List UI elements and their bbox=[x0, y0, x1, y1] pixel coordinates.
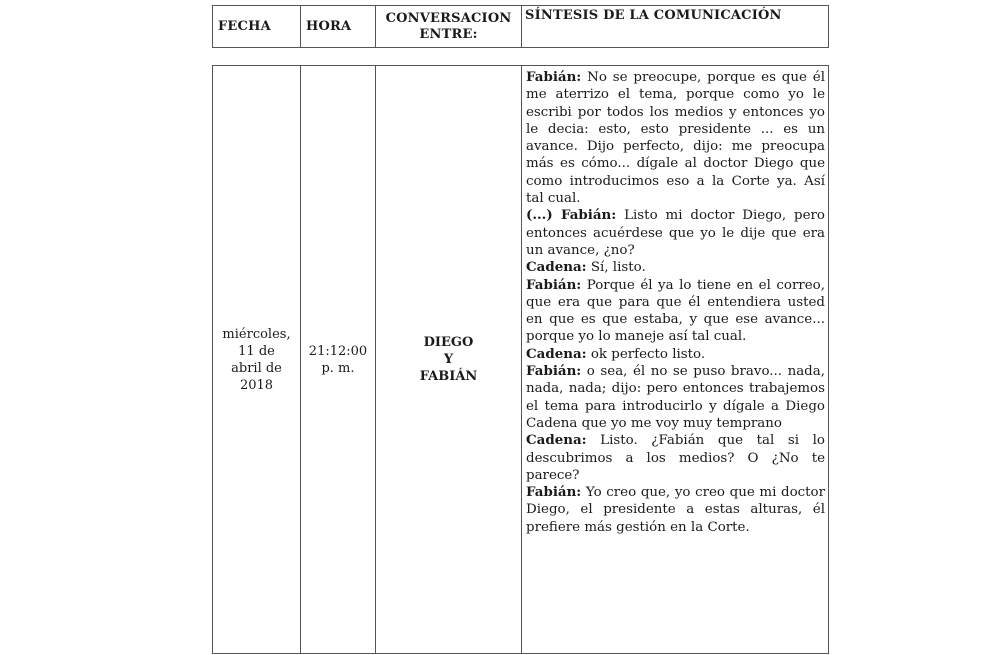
participant-connector: Y bbox=[443, 352, 454, 367]
header-sintesis: SÍNTESIS DE LA COMUNICACIÓN bbox=[522, 6, 829, 48]
turn-text: Yo creo que, yo creo que mi doctor Diego, el presidente a estas alturas, él prefiere más gestión en la Corte. bbox=[526, 485, 825, 535]
fecha-line: 2018 bbox=[239, 377, 274, 393]
speaker-name: Fabián: bbox=[526, 276, 582, 293]
dialogue-turn bbox=[526, 277, 825, 346]
table-row bbox=[213, 66, 829, 654]
header-conversacion-line2: ENTRE: bbox=[419, 26, 478, 42]
conversacion-cell bbox=[376, 66, 522, 654]
dialogue-turn bbox=[526, 346, 825, 363]
fecha-line: miércoles, bbox=[222, 326, 291, 342]
hora-line: 21:12:00 bbox=[308, 343, 368, 359]
turn-text: Sí, listo. bbox=[586, 260, 646, 276]
dialogue-turn bbox=[526, 363, 825, 432]
fecha-cell bbox=[213, 66, 301, 654]
speaker-name: Fabián: bbox=[526, 69, 582, 85]
hora-line: p. m. bbox=[321, 360, 355, 376]
fecha-line: 11 de bbox=[238, 343, 275, 359]
turn-text: ok perfecto listo. bbox=[586, 346, 706, 362]
turn-text: No se preocupe, porque es que él me aterrizo el tema, porque como yo le escribi por todos los medios y entonces yo le decia: esto, esto presidente ... es un avance. Dijo perfecto, dijo: me preocupa más es cómo... dígale al doctor Diego que como introducimos eso a la Corte ya. Así tal cual. bbox=[526, 70, 825, 207]
turn-text: o sea, él no se puso bravo... nada, nada, nada; dijo: pero entonces trabajemos el tema para introducirlo y dígale a Diego Cadena que yo me voy muy temprano bbox=[526, 364, 825, 431]
speaker-name: Fabián: bbox=[560, 207, 617, 224]
sintesis-cell bbox=[522, 66, 829, 654]
turn-text: Listo mi doctor Diego, pero entonces acuérdese que yo le dije que era un avance, ¿no? bbox=[526, 208, 825, 258]
header-conversacion-line1: CONVERSACION bbox=[385, 10, 512, 26]
header-conversacion bbox=[376, 6, 522, 48]
turn-text: Listo. ¿Fabián que tal si lo descubrimos a los medios? O ¿No te parece? bbox=[526, 433, 825, 483]
dialogue-turn bbox=[526, 484, 825, 536]
header-fecha: FECHA bbox=[213, 6, 301, 48]
turn-prefix: (...) bbox=[526, 207, 561, 224]
fecha-line: abril de bbox=[231, 360, 282, 376]
dialogue-turn bbox=[526, 207, 825, 259]
speaker-name: Cadena: bbox=[526, 259, 587, 276]
hora-cell bbox=[301, 66, 376, 654]
turn-text: Porque él ya lo tiene en el correo, que era que para que él entendiera usted en que es que estaba, y que ese avance... porque yo lo maneje así tal cual. bbox=[526, 277, 825, 345]
header-hora: HORA bbox=[301, 6, 376, 48]
transcript-header-table bbox=[212, 5, 829, 48]
speaker-name: Fabián: bbox=[526, 363, 582, 380]
header-row bbox=[213, 6, 829, 48]
transcript-body-table bbox=[212, 65, 829, 654]
speaker-name: Fabián: bbox=[526, 484, 582, 501]
dialogue-turn bbox=[526, 69, 825, 207]
speaker-name: Cadena: bbox=[526, 345, 587, 362]
dialogue-turn bbox=[526, 259, 825, 276]
participant-name: FABIÁN bbox=[419, 369, 478, 384]
dialogue-turn bbox=[526, 432, 825, 484]
speaker-name: Cadena: bbox=[526, 432, 587, 449]
participant-name: DIEGO bbox=[423, 335, 474, 350]
